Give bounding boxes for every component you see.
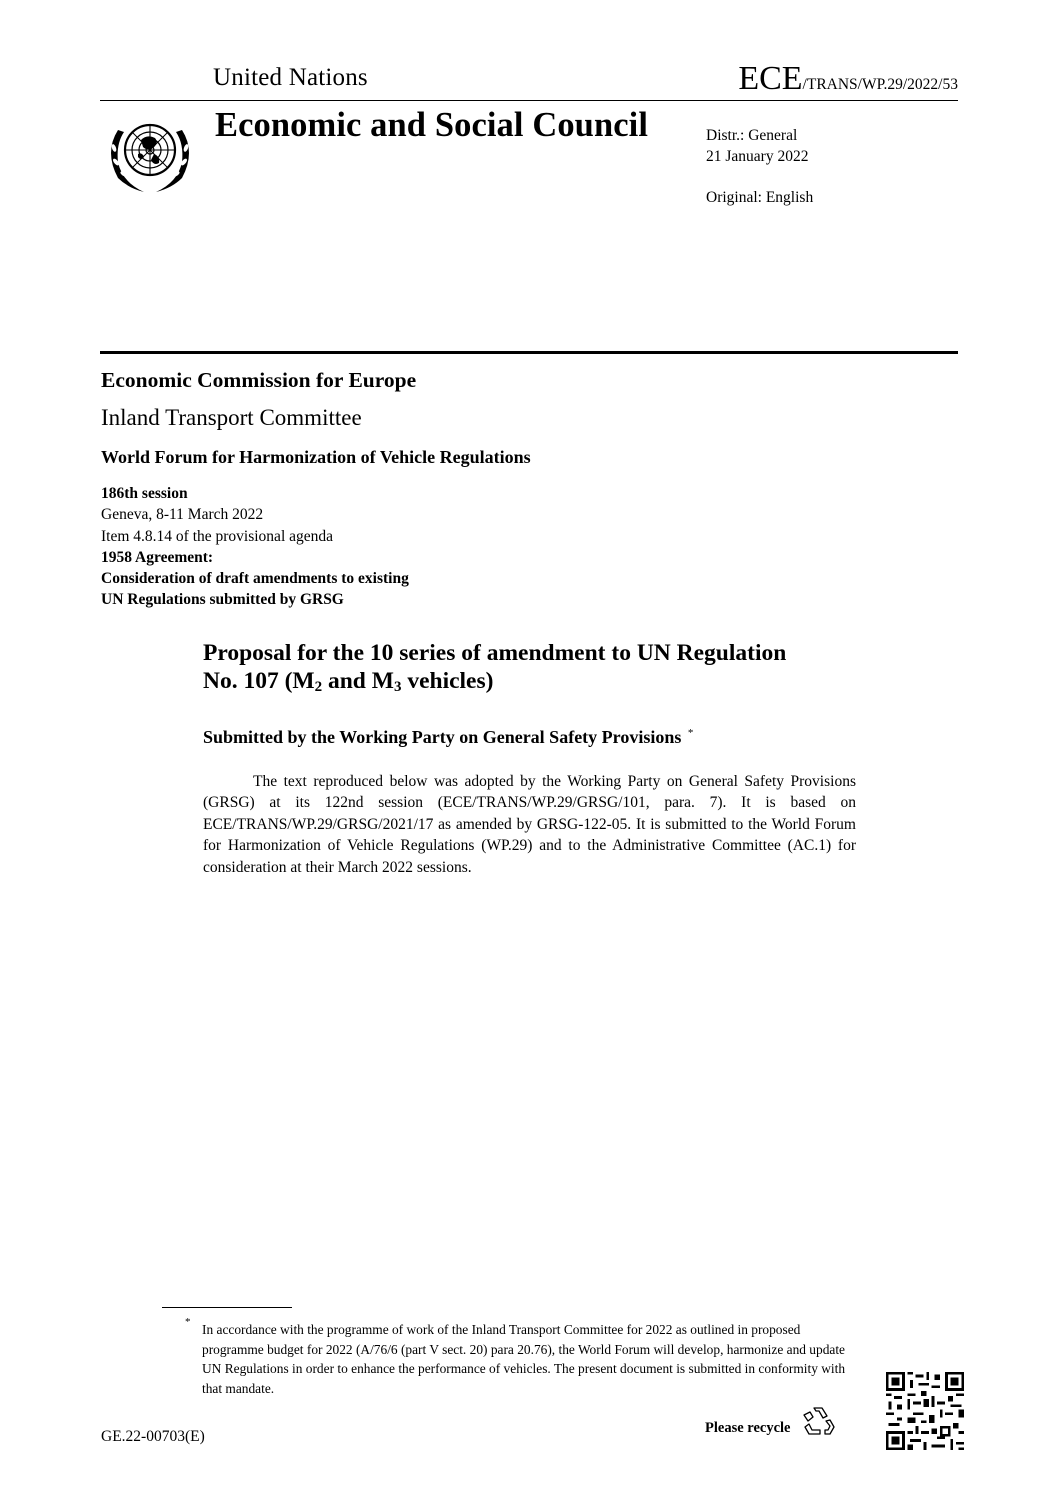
distribution-block: [706, 125, 808, 167]
forum-name: World Forum for Harmonization of Vehicle Regulations: [101, 447, 531, 467]
qr-code-icon: [886, 1372, 964, 1450]
commission-name: Economic Commission for Europe: [101, 368, 417, 392]
proposal-text-a: No. 107 (M: [203, 667, 315, 694]
agenda-item: Item 4.8.14 of the provisional agenda: [101, 527, 334, 545]
proposal-title: [203, 640, 883, 701]
job-number: GE.22-00703(E): [101, 1428, 205, 1445]
symbol-rest: /TRANS/WP.29/2022/53: [802, 76, 958, 93]
organization-name: United Nations: [213, 64, 368, 91]
footnote-mark: *: [185, 1316, 191, 1328]
proposal-text-b: and M: [322, 667, 394, 694]
subscript-3: 3: [393, 678, 402, 695]
proposal-text-c: vehicles): [401, 667, 494, 694]
proposal-title-line1: Proposal for the 10 series of amendment to UN Regulation: [203, 640, 787, 666]
council-title: Economic and Social Council: [215, 106, 649, 144]
submitted-by: [203, 727, 693, 748]
document-symbol: [738, 60, 958, 98]
body-paragraph: The text reproduced below was adopted by the Working Party on General Safety Provisions (GRSG) at its 122nd session (ECE/TRANS/WP.29/GRSG/101, para. 7). It is based on ECE/TRANS/WP.29/GRSG/2021/17 as amended by GRSG-122-05. It is submitted to the World Forum for Harmonization of Vehicle Regulations (WP.29) and to the Administrative Committee (AC.1) for consideration at their March 2022 sessions.: [203, 773, 856, 876]
proposal-title-line2: [203, 668, 883, 702]
agreement-label: 1958 Agreement:: [101, 548, 214, 566]
committee-name: Inland Transport Committee: [101, 405, 362, 430]
session-block: [101, 483, 409, 611]
session-number: 186th session: [101, 485, 188, 502]
submitted-by-text: Submitted by the Working Party on General Safety Provisions: [203, 727, 682, 747]
symbol-prefix: ECE: [738, 60, 803, 97]
footnote-text: In accordance with the programme of work of the Inland Transport Committee for 2022 as outlined in proposed programme budget for 2022 (A/76/6 (part V sect. 20) para 20.76), the World Forum will develop, harmonize and update UN Regulations in order to enhance the performance of vehicles. The present document is submitted in conformity with that mandate.: [202, 1322, 846, 1396]
thick-rule: [100, 351, 958, 354]
footnote-rule: [162, 1307, 292, 1308]
session-place-date: Geneva, 8-11 March 2022: [101, 506, 264, 524]
distribution: Distr.: General: [706, 127, 798, 144]
recycle-icon: [800, 1403, 836, 1439]
recycle-label: Please recycle: [705, 1420, 791, 1436]
issue-date: 21 January 2022: [706, 148, 809, 165]
agenda-topic-line2: UN Regulations submitted by GRSG: [101, 591, 344, 609]
header-rule: [100, 100, 958, 101]
subscript-2: 2: [314, 678, 323, 695]
un-emblem-icon: [100, 112, 200, 194]
original-language: Original: English: [706, 189, 814, 206]
agenda-topic-line1: Consideration of draft amendments to existing: [101, 570, 409, 588]
footnote-reference[interactable]: *: [687, 727, 694, 739]
